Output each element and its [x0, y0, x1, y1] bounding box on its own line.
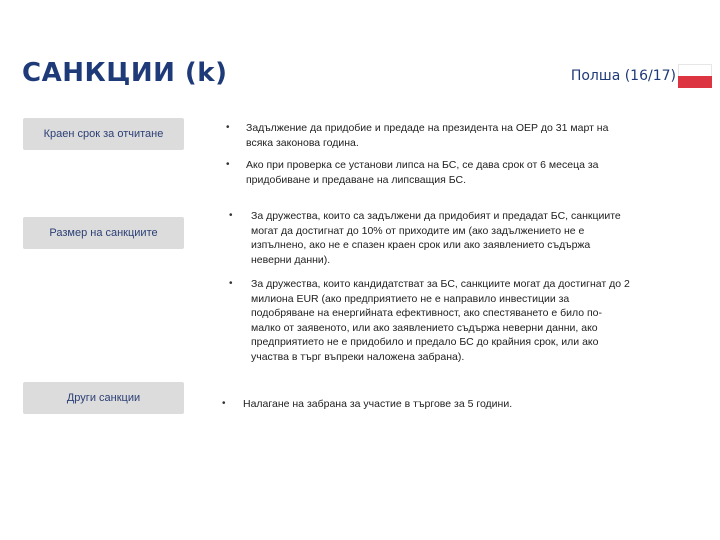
bullet-line: За дружества, които кандидатстват за БС, санкциите могат да достигнат до 2 — [251, 278, 630, 290]
page-title: САНКЦИИ (k) — [22, 58, 228, 88]
bullet-line: Задължение да придобие и предаде на президента на ОЕР до 31 март на — [246, 122, 609, 134]
bullet-line: Ако при проверка се установи липса на БС, се дава срок от 6 месеца за — [246, 159, 599, 171]
sanctions-amount-label: Размер на санкциите — [23, 217, 184, 249]
bullet-dot: • — [229, 210, 233, 221]
bullet-line: предприятието не е придобило и предало БС до крайния срок, или ако — [251, 336, 599, 348]
bullet-line: подобряване на енергийната ефективност, ако спестяването е било по- — [251, 307, 603, 319]
bullet-line: милиона EUR (ако предприятието не е направило инвестиции за — [251, 292, 570, 305]
bullet-dot: • — [226, 122, 230, 133]
flag-white-stripe — [678, 64, 712, 76]
other-sanctions-label: Други санкции — [23, 382, 184, 414]
flag-red-stripe — [678, 76, 712, 88]
bullet-line: изпълнено, ако не е спазен краен срок или ако заявлението съдържа — [251, 239, 591, 251]
bullet-dot: • — [226, 159, 230, 170]
country-subtitle: Полша (16/17) — [570, 68, 676, 84]
deadline-label: Краен срок за отчитане — [23, 118, 184, 150]
poland-flag-icon — [678, 64, 712, 88]
bullet-line: участва в търг въпреки наложена забрана). — [251, 350, 465, 363]
bullet-line: могат да достигнат до 10% от приходите им (ако задължението не е — [251, 224, 585, 237]
bullet-line: За дружества, които са задължени да придобият и предадат БС, санкциите — [251, 210, 621, 222]
bullet-line: малко от заявеното, или ако заявлението съдържа неверни данни, ако — [251, 321, 598, 334]
bullet-dot: • — [229, 278, 233, 289]
bullet-line: всяка законова година. — [246, 136, 359, 149]
bullet-line: придобиване и предаване на липсващия БС. — [246, 173, 466, 186]
bullet-dot: • — [222, 398, 226, 409]
bullet-line: Налагане на забрана за участие в търгове за 5 години. — [243, 398, 513, 410]
bullet-line: неверни данни). — [251, 253, 331, 266]
